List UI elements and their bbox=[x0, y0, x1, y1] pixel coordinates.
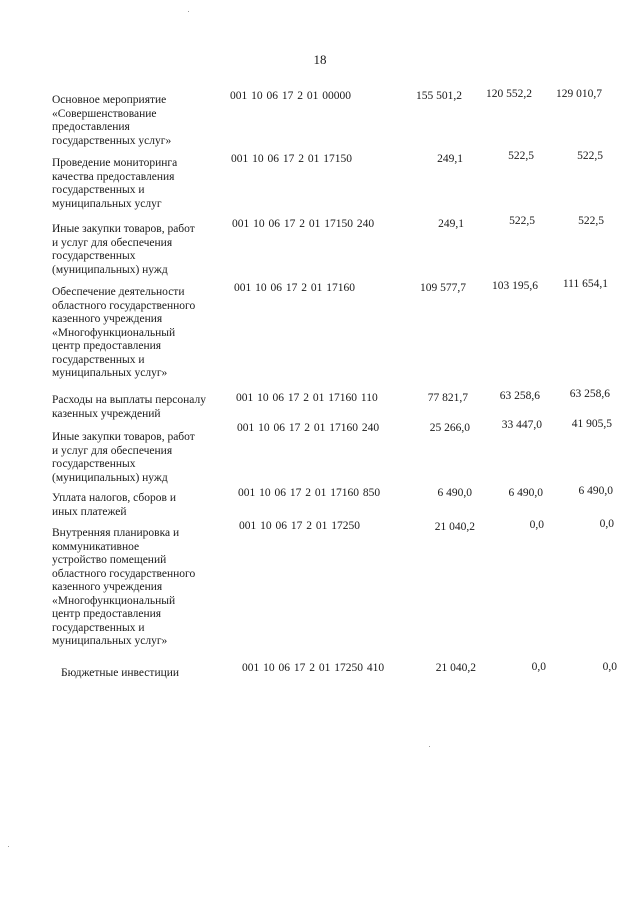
row-value-3: 522,5 bbox=[577, 150, 603, 162]
row-value-1: 249,1 bbox=[438, 218, 464, 230]
row-value-2: 103 195,6 bbox=[492, 280, 538, 292]
row-value-3: 129 010,7 bbox=[556, 88, 602, 100]
row-value-1: 109 577,7 bbox=[420, 282, 466, 294]
row-value-2: 522,5 bbox=[509, 215, 535, 227]
row-value-3: 522,5 bbox=[578, 215, 604, 227]
row-value-1: 155 501,2 bbox=[416, 90, 462, 102]
row-description: Обеспечение деятельности областного государственного казенного учреждения «Многофункциональный центр предоставления государственных и муниципальных услуг» bbox=[52, 286, 196, 379]
row-value-3: 111 654,1 bbox=[562, 278, 608, 290]
scan-speck bbox=[8, 846, 9, 847]
row-value-2: 33 447,0 bbox=[501, 419, 542, 431]
row-description: Иные закупки товаров, работ и услуг для обеспечения государственных (муниципальных) нужд bbox=[52, 223, 195, 276]
row-value-3: 63 258,6 bbox=[569, 388, 610, 400]
row-value-3: 0,0 bbox=[602, 661, 617, 673]
row-value-3: 6 490,0 bbox=[578, 485, 613, 497]
row-value-3: 41 905,5 bbox=[571, 418, 612, 430]
page-number: 18 bbox=[313, 52, 327, 67]
row-description: Основное мероприятие «Совершенствование предоставления государственных услуг» bbox=[52, 94, 172, 147]
row-code: 001 10 06 17 2 01 17150 bbox=[231, 153, 352, 165]
scan-speck bbox=[429, 746, 430, 747]
row-value-1: 77 821,7 bbox=[427, 392, 468, 404]
row-description: Иные закупки товаров, работ и услуг для обеспечения государственных (муниципальных) нужд bbox=[52, 431, 195, 484]
row-value-3: 0,0 bbox=[599, 518, 614, 530]
row-value-1: 6 490,0 bbox=[437, 487, 472, 499]
row-code: 001 10 06 17 2 01 17160 bbox=[234, 282, 355, 294]
row-description: Бюджетные инвестиции bbox=[61, 667, 180, 679]
row-value-2: 522,5 bbox=[508, 150, 534, 162]
row-code: 001 10 06 17 2 01 17160 240 bbox=[237, 422, 380, 434]
row-description: Расходы на выплаты персоналу казенных учреждений bbox=[52, 394, 206, 420]
row-description: Уплата налогов, сборов и иных платежей bbox=[52, 492, 176, 518]
row-code: 001 10 06 17 2 01 17150 240 bbox=[232, 218, 375, 230]
row-description: Проведение мониторинга качества предоставления государственных и муниципальных услуг bbox=[52, 157, 178, 210]
row-description: Внутренняя планировка и коммуникативное устройство помещений областного государственного казенного учреждения «Многофункциональный центр предоставления государственных и муниципальных услуг» bbox=[52, 527, 196, 647]
row-value-1: 21 040,2 bbox=[435, 662, 476, 674]
row-value-2: 6 490,0 bbox=[508, 487, 543, 499]
row-value-2: 63 258,6 bbox=[499, 390, 540, 402]
row-value-1: 249,1 bbox=[437, 153, 463, 165]
row-value-2: 120 552,2 bbox=[486, 88, 532, 100]
scan-speck bbox=[188, 11, 189, 12]
row-code: 001 10 06 17 2 01 17250 410 bbox=[242, 662, 385, 674]
row-value-1: 21 040,2 bbox=[434, 521, 475, 533]
row-value-1: 25 266,0 bbox=[429, 422, 470, 434]
row-code: 001 10 06 17 2 01 17160 850 bbox=[238, 487, 381, 499]
row-code: 001 10 06 17 2 01 17250 bbox=[239, 520, 360, 532]
row-value-2: 0,0 bbox=[529, 519, 544, 531]
row-code: 001 10 06 17 2 01 17160 110 bbox=[236, 392, 378, 404]
row-code: 001 10 06 17 2 01 00000 bbox=[230, 90, 351, 102]
row-value-2: 0,0 bbox=[531, 661, 546, 673]
